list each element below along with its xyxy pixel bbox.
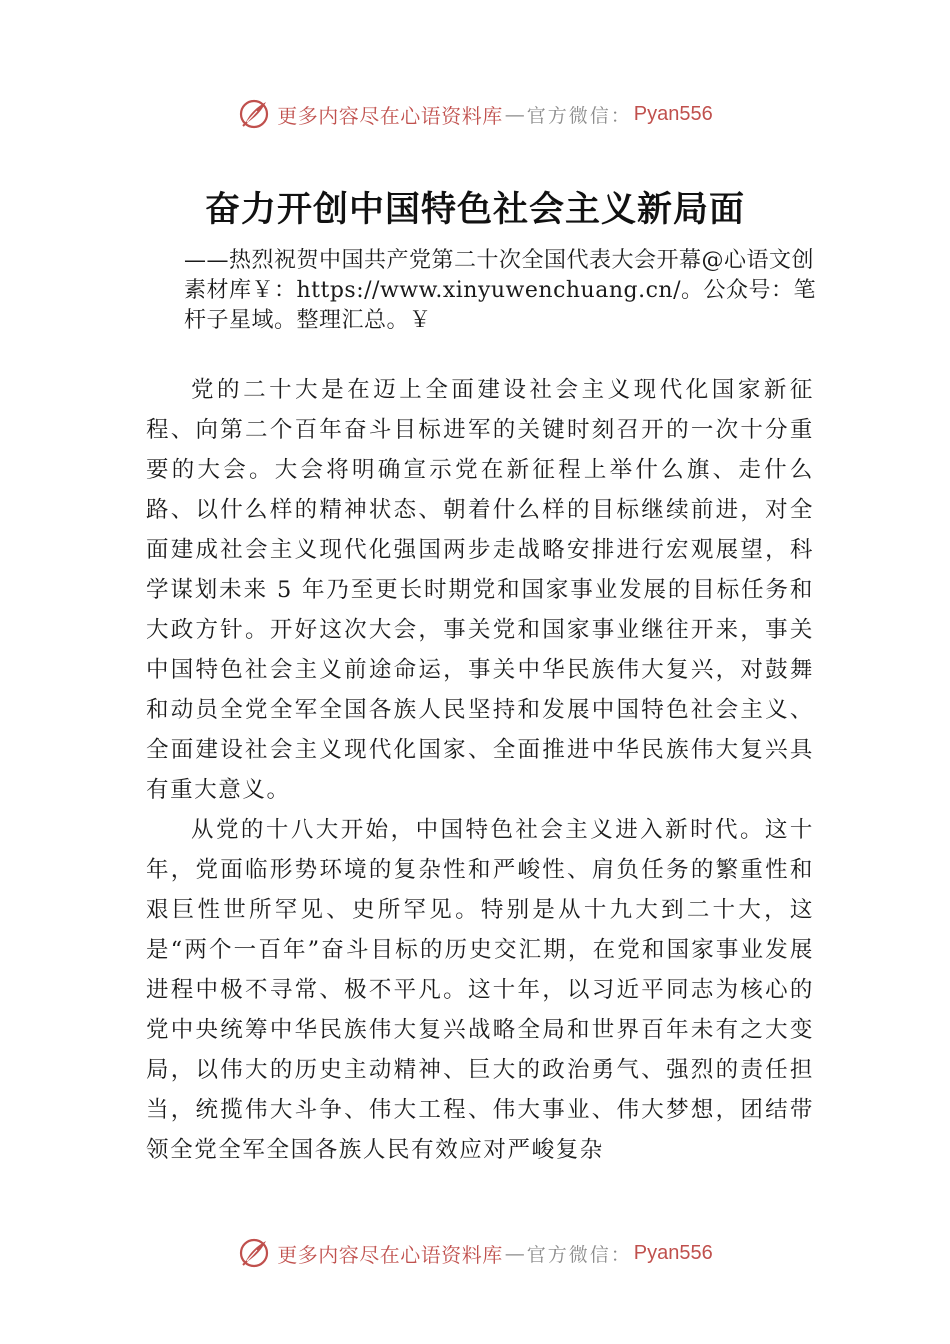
banner-wechat-id: Pyan556 [633,102,713,125]
banner-brand-text: 更多内容尽在心语资料库 [277,103,503,128]
banner-official-label: 官方微信： [526,104,632,127]
header-banner [0,92,950,136]
document-body [146,370,814,1170]
pen-feather-logo-icon [237,1236,271,1270]
pen-feather-logo-icon [237,97,271,131]
body-paragraph: 从党的十八大开始，中国特色社会主义进入新时代。这十年，党面临形势环境的复杂性和严峻性、肩负任务的繁重性和艰巨性世所罕见、史所罕见。特别是从十九大到二十大，这是“两个一百年”奋斗目标的历史交汇期，在党和国家事业发展进程中极不寻常、极不平凡。这十年，以习近平同志为核心的党中央统筹中华民族伟大复兴战略全局和世界百年未有之大变局，以伟大的历史主动精神、巨大的政治勇气、强烈的责任担当，统揽伟大斗争、伟大工程、伟大事业、伟大梦想，团结带领全党全军全国各族人民有效应对严峻复杂 [146,817,814,1163]
banner-wechat-id: Pyan556 [633,1241,713,1264]
banner-official-label: 官方微信： [526,1243,632,1266]
body-paragraph: 党的二十大是在迈上全面建设社会主义现代化国家新征程、向第二个百年奋斗目标进军的关键时刻召开的一次十分重要的大会。大会将明确宣示党在新征程上举什么旗、走什么路、以什么样的精神状态、朝着什么样的目标继续前进，对全面建成社会主义现代化强国两步走战略安排进行宏观展望，科学谋划未来 5 年乃至更长时期党和国家事业发展的目标任务和大政方针。开好这次大会，事关党和国家事业继往开来，事关中国特色社会主义前途命运，事关中华民族伟大复兴，对鼓舞和动员全党全军全国各族人民坚持和发展中国特色社会主义、全面建设社会主义现代化国家、全面推进中华民族伟大复兴具有重大意义。 [146,377,814,803]
banner-brand-text: 更多内容尽在心语资料库 [277,1242,503,1267]
banner-dash: — [504,102,525,126]
footer-banner [0,1231,950,1275]
document-subtitle: ——热烈祝贺中国共产党第二十次全国代表大会开幕@心语文创素材库￥：https://www.xinyuwenchuang.cn/。公众号：笔杆子星域。整理汇总。￥ [184,248,816,333]
document-title: 奋力开创中国特色社会主义新局面 [204,189,745,230]
banner-dash: — [504,1241,525,1265]
